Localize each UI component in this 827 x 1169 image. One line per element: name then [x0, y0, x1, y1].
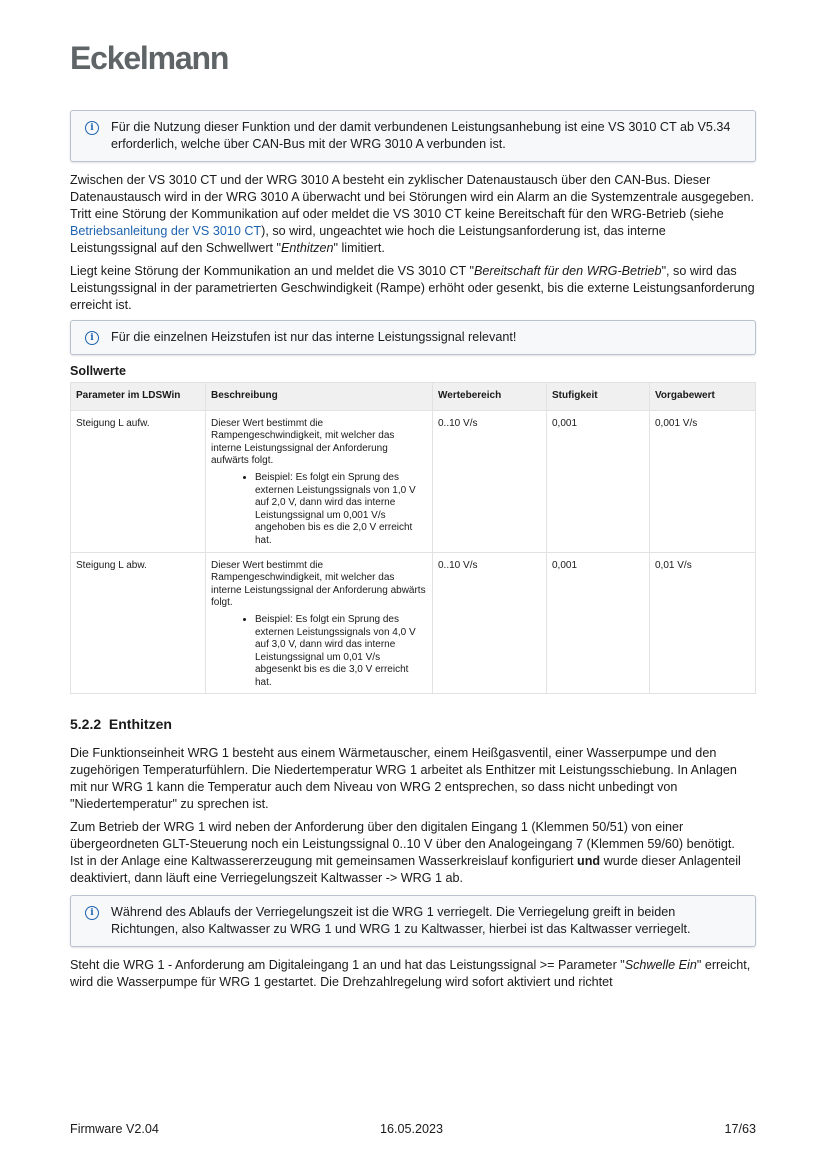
cell-range: 0..10 V/s: [433, 552, 547, 694]
info-note-vs3010: [70, 110, 756, 162]
info-icon: i: [85, 121, 99, 135]
section-number: 5.2.2: [70, 716, 102, 733]
footer-date: 16.05.2023: [380, 1122, 444, 1136]
header-description: Beschreibung: [206, 383, 433, 411]
section-heading: [70, 716, 756, 733]
italic-text: Schwelle Ein: [624, 958, 697, 973]
italic-text: Bereitschaft für den WRG-Betrieb: [473, 264, 662, 278]
cell-step: 0,001: [547, 410, 650, 552]
cell-parameter: Steigung L abw.: [71, 552, 206, 694]
cell-default: 0,01 V/s: [650, 552, 756, 694]
text: Liegt keine Störung der Kommunikation an und meldet die VS 3010 CT ": [70, 264, 474, 278]
paragraph-betrieb: [70, 819, 756, 887]
text: Steht die WRG 1 - Anforderung am Digitaleingang 1 an und hat das Leistungssignal >= Parameter ": [70, 958, 625, 973]
section-title: Enthitzen: [108, 716, 172, 733]
table-row: [71, 410, 756, 552]
cell-description: [206, 552, 433, 694]
cell-default: 0,001 V/s: [650, 410, 756, 552]
text: wurde dieser Anlagenteil deaktiviert, dann läuft eine Verriegelungszeit Kaltwasser -> WRG 1 ab.: [70, 854, 741, 886]
paragraph-anforderung: [70, 957, 756, 991]
text: ", so wird das Leistungssignal in der parametrierten Geschwindigkeit (Rampe) erhöht oder gesenkt, bis die externe Leistungsanforderung erreicht ist.: [70, 264, 755, 312]
header-parameter: Parameter im LDSWin: [71, 383, 206, 411]
cell-step: 0,001: [547, 552, 650, 694]
link-betriebsanleitung[interactable]: Betriebsanleitung der VS 3010 CT: [70, 224, 262, 238]
example-item: • Beispiel: Es folgt ein Sprung des externen Leistungssignals von 1,0 V auf 2,0 V, dann wird das interne Leistungssignal um 0,001 V/s angehoben bis es die 2,0 V erreicht hat.: [255, 472, 427, 548]
example-list: [211, 614, 427, 690]
text: " erreicht, wird die Wasserpumpe für WRG 1 gestartet. Die Drehzahlregelung wird sofort aktiviert und richtet: [70, 958, 751, 990]
table-header-row: [71, 383, 756, 411]
paragraph-communication: [70, 172, 756, 257]
footer-firmware: Firmware V2.04: [70, 1122, 159, 1136]
info-note-verriegelung: [70, 895, 756, 947]
sollwerte-table: [70, 382, 756, 694]
sollwerte-label: Sollwerte: [70, 364, 126, 378]
example-list: [211, 472, 427, 548]
text: ), so wird, ungeachtet wie hoch die Leistungsanforderung ist, das interne Leistungssignal auf den Schwellwert ": [70, 224, 666, 255]
text: Ist in der Anlage eine Kaltwassererzeugung mit gemeinsamen Wasserkreislauf konfiguriert: [70, 854, 578, 869]
text: Zum Betrieb der WRG 1 wird neben der Anforderung über den digitalen Eingang 1 (Klemmen 50/51) von einer übergeordneten GLT-Steuerung noch ein Leistungssignal 0..10 V über den Analogeingang 7 (Klemmen 59/60) benötigt.: [70, 820, 735, 852]
cell-parameter: Steigung L aufw.: [71, 410, 206, 552]
page-content: [70, 110, 756, 997]
note-text: Für die Nutzung dieser Funktion und der damit verbundenen Leistungsanhebung ist eine VS 3010 CT ab V5.34 erforderlich, welche über CAN-Bus mit der WRG 3010 A verbunden ist.: [111, 120, 731, 151]
eckelmann-logo: Eckelmann: [70, 40, 229, 76]
example-item: • Beispiel: Es folgt ein Sprung des externen Leistungssignals von 4,0 V auf 3,0 V, dann wird das interne Leistungssignal um 0,01 V/s abgesenkt bis es die 3,0 V erreicht hat.: [255, 614, 427, 690]
cell-range: 0..10 V/s: [433, 410, 547, 552]
italic-text: Enthitzen: [281, 241, 334, 255]
cell-description: [206, 410, 433, 552]
paragraph-ready: [70, 263, 756, 314]
note-text: Während des Ablaufs der Verriegelungszeit ist die WRG 1 verriegelt. Die Verriegelung greift in beiden Richtungen, also Kaltwasser zu WRG 1 und WRG 1 zu Kaltwasser, hierbei ist das Kaltwasser verriegelt.: [111, 905, 691, 937]
note-text: Für die einzelnen Heizstufen ist nur das interne Leistungssignal relevant!: [111, 330, 517, 344]
header-step: Stufigkeit: [547, 383, 650, 411]
info-icon: i: [85, 906, 99, 920]
footer-page-number: 17/63: [724, 1122, 756, 1136]
text: " limitiert.: [333, 241, 385, 255]
paragraph-funktionseinheit: Die Funktionseinheit WRG 1 besteht aus einem Wärmetauscher, einem Heißgasventil, einer Wasserpumpe und den zugehörigen Temperaturfühlern. Die Niedertemperatur WRG 1 arbeitet als Enthitzer mit Leistungsschiebung. In Anlagen mit nur WRG 1 kann die Temperatur auch dem Niveau von WRG 2 entsprechen, so dass nicht unbedingt von "Niedertemperatur" zu sprechen ist.: [70, 746, 737, 812]
info-note-heizstufen: [70, 320, 756, 355]
table-row: [71, 552, 756, 694]
header-range: Wertebereich: [433, 383, 547, 411]
header-default: Vorgabewert: [650, 383, 756, 411]
text: Zwischen der VS 3010 CT und der WRG 3010 A besteht ein zyklischer Datenaustausch über den CAN-Bus. Dieser Datenaustausch wird in der WRG 3010 A überwacht und bei Störungen wird ein Alarm an die Systemzentrale ausgegeben. Tritt eine Störung der Kommunikation auf oder meldet die VS 3010 CT keine Bereitschaft für den WRG-Betrieb (siehe: [70, 173, 754, 221]
bold-text: und: [577, 854, 601, 869]
description-text: Dieser Wert bestimmt die Rampengeschwindigkeit, mit welcher das interne Leistungssignal der Anforderung aufwärts folgt.: [211, 417, 395, 467]
info-icon: i: [85, 331, 99, 345]
description-text: Dieser Wert bestimmt die Rampengeschwindigkeit, mit welcher das interne Leistungssignal der Anforderung abwärts folgt.: [211, 559, 426, 609]
